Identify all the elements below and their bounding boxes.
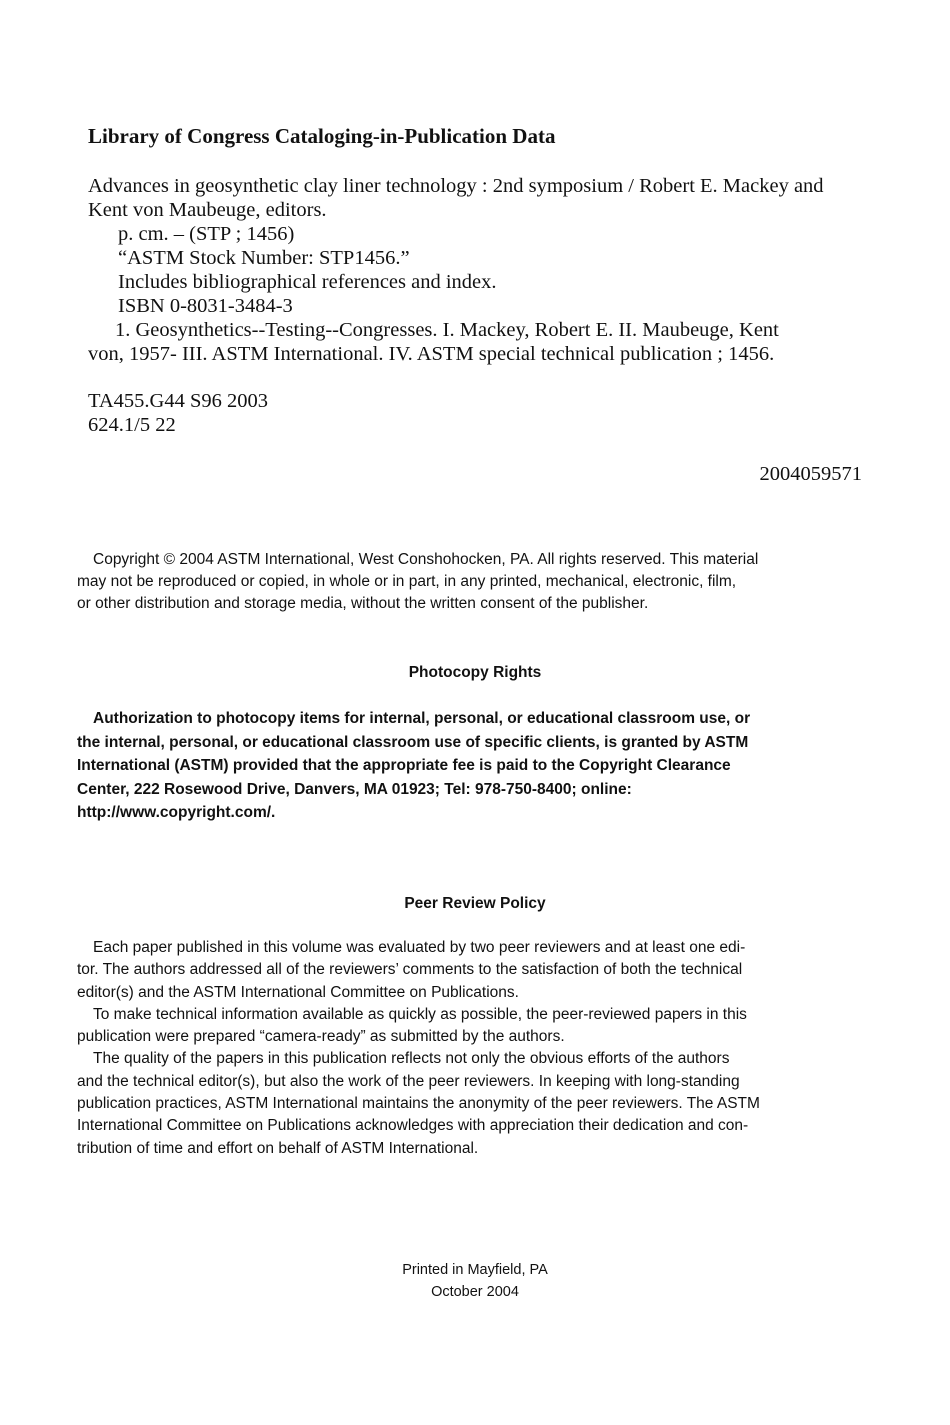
cip-title: Library of Congress Cataloging-in-Publication Data <box>88 124 556 148</box>
cip-notes: Includes bibliographical references and index. <box>118 271 497 293</box>
peer-review-text <box>77 937 877 1160</box>
printed-date: October 2004 <box>431 1284 519 1300</box>
photocopy-rights-heading: Photocopy Rights <box>408 664 542 681</box>
cip-lc-call-number: TA455.G44 S96 2003 <box>88 390 269 412</box>
imprint <box>0 1259 950 1303</box>
cip-dewey-number: 624.1/5 22 <box>88 414 176 436</box>
peer-review-line: publication were prepared “camera-ready” as submitted by the authors. <box>77 1028 565 1046</box>
peer-review-heading: Peer Review Policy <box>404 895 546 912</box>
peer-review-line: and the technical editor(s), but also the work of the peer reviewers. In keeping with long-standing <box>77 1072 740 1090</box>
cip-stock-number: “ASTM Stock Number: STP1456.” <box>118 247 410 269</box>
peer-review-line: Each paper published in this volume was evaluated by two peer reviewers and at least one edi- <box>93 939 746 956</box>
copyright-line: may not be reproduced or copied, in whole or in part, in any printed, mechanical, electronic, film, <box>77 573 737 590</box>
cip-isbn: ISBN 0-8031-3484-3 <box>118 295 293 317</box>
peer-review-line: tribution of time and effort on behalf of ASTM International. <box>77 1139 479 1157</box>
cip-control-number: 2004059571 <box>759 463 862 485</box>
photocopy-line: the internal, personal, or educational classroom use of specific clients, is granted by ASTM <box>77 733 749 751</box>
cip-physical-description: p. cm. – (STP ; 1456) <box>118 223 295 245</box>
peer-review-line: tor. The authors addressed all of the reviewers’ comments to the satisfaction of both the technical <box>77 961 743 979</box>
peer-review-line: editor(s) and the ASTM International Committee on Publications. <box>77 983 519 1001</box>
cip-subjects-line: 1. Geosynthetics--Testing--Congresses. I. Mackey, Robert E. II. Maubeuge, Kent <box>115 319 779 341</box>
printed-location: Printed in Mayfield, PA <box>402 1262 548 1278</box>
photocopy-line: Authorization to photocopy items for internal, personal, or educational classroom use, or <box>93 710 751 727</box>
photocopy-line: Center, 222 Rosewood Drive, Danvers, MA 01923; Tel: 978-750-8400; online: <box>77 780 632 798</box>
photocopy-rights-text <box>77 707 877 825</box>
copyright-line: or other distribution and storage media, without the written consent of the publisher. <box>77 595 649 612</box>
peer-review-line: The quality of the papers in this publication reflects not only the obvious efforts of the authors <box>93 1050 730 1068</box>
cip-main-entry-line: Kent von Maubeuge, editors. <box>88 199 327 221</box>
peer-review-line: To make technical information available as quickly as possible, the peer-reviewed papers in this <box>93 1005 747 1023</box>
copyright-notice <box>77 549 877 615</box>
photocopy-line: International (ASTM) provided that the appropriate fee is paid to the Copyright Clearance <box>77 757 731 774</box>
cip-main-entry-line: Advances in geosynthetic clay liner technology : 2nd symposium / Robert E. Mackey and <box>88 175 824 197</box>
cip-data-block <box>88 124 878 486</box>
peer-review-line: publication practices, ASTM International maintains the anonymity of the peer reviewers. The ASTM <box>77 1095 760 1113</box>
copyright-line: Copyright © 2004 ASTM International, West Conshohocken, PA. All rights reserved. This material <box>93 551 759 568</box>
photocopy-url: http://www.copyright.com/. <box>77 804 276 821</box>
peer-review-line: International Committee on Publications acknowledges with appreciation their dedication and con- <box>77 1117 749 1135</box>
cip-subjects-line: von, 1957- III. ASTM International. IV. ASTM special technical publication ; 1456. <box>88 343 775 365</box>
